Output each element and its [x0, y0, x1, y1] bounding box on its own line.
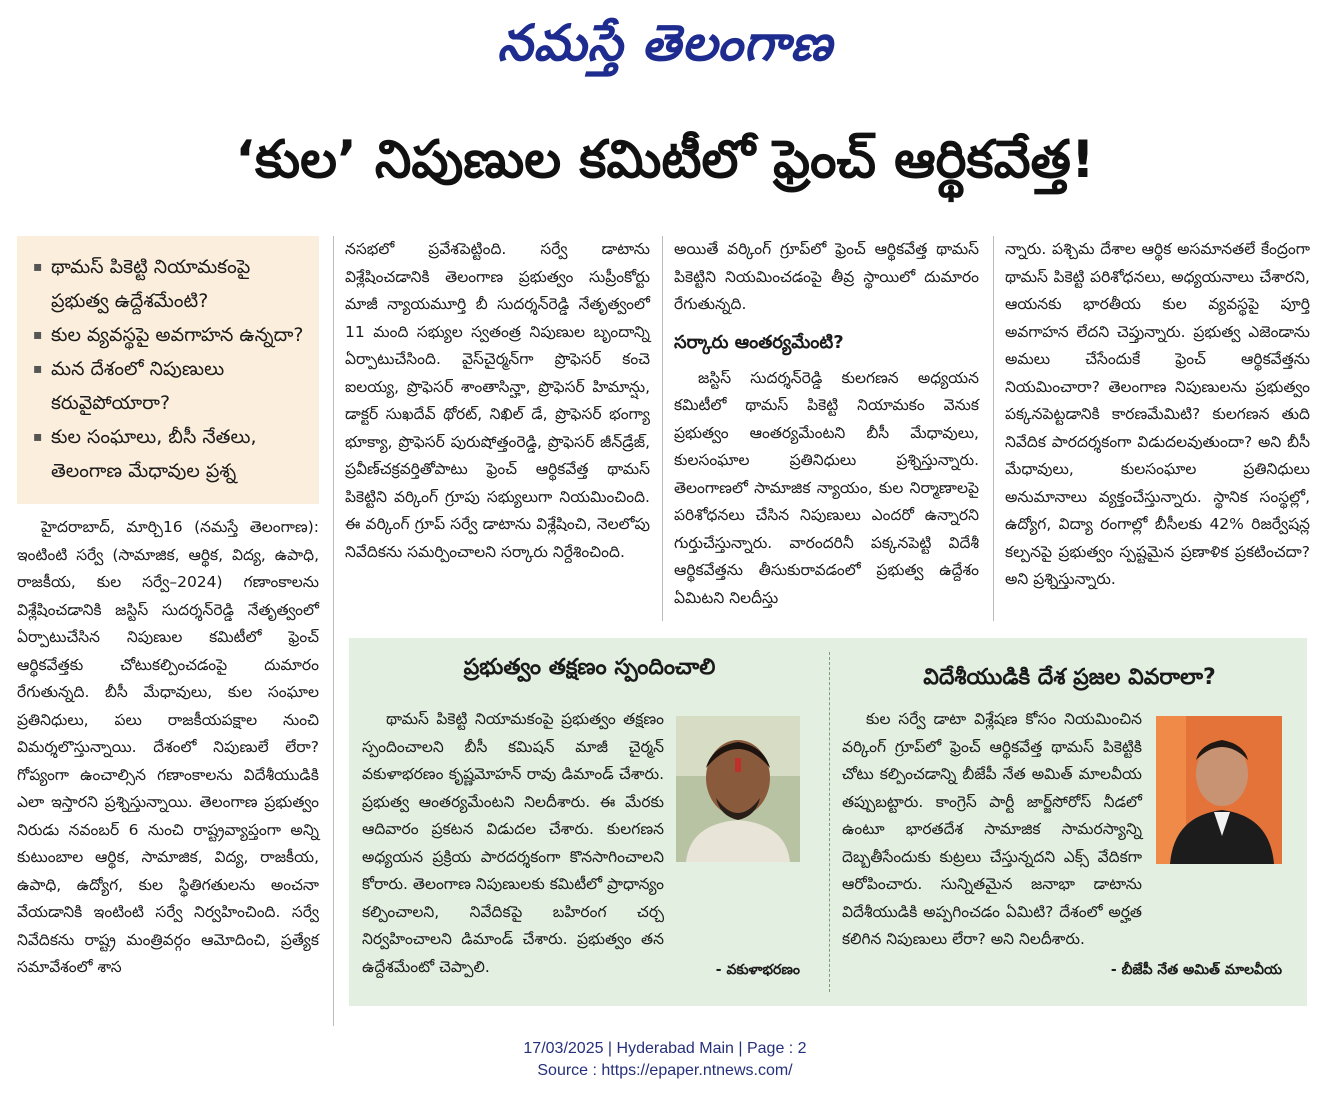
article-column-4 [1005, 236, 1310, 621]
box2-signature: - బీజేపీ నేత అమిత్ మాలవీయ [1110, 962, 1282, 978]
article-column-1 [17, 514, 319, 1026]
box2-text-bottom [842, 884, 1292, 968]
column-rule [662, 236, 663, 621]
portrait-photo [1156, 716, 1282, 864]
box-divider [829, 652, 830, 992]
question-item: ▪ కుల సంఘాలు, బీసీ నేతలు, తెలంగాణ మేధావుల ప్రశ్న [31, 420, 309, 488]
box2-paragraph: కుల సర్వే డాటా విశ్లేషణ కోసం నియమించిన వర్కింగ్ గ్రూప్‌లో ఫ్రెంచ్ ఆర్థికవేత్త థామస్ పికెట్టికి చోటు కల్పించడాన్ని బీజేపీ నేత అమిత్ మాలవీయ తప్పుబట్టారు. కాంగ్రెస్ పార్టీ జార్జ్‌సోరోస్ నీడలో ఉంటూ భారతదేశ సామాజిక సామరస్యాన్ని దెబ్బతీసేందుకు కుట్రలు చేస్తున్నదని ఎక్స్ వేదికగా ఆరోపించారు. సున్నితమైన జనాభా డాటాను విదేశీయుడికి అప్పగించడం ఏమిటి? దేశంలో అర్హత కలిగిన నిపుణులు లేరా? అని నిలదీశారు. [842, 710, 1142, 948]
column-rule [333, 236, 334, 1026]
column-rule [993, 236, 994, 621]
box1-signature: - వకుళాభరణం [715, 962, 800, 978]
article-paragraph: అయితే వర్కింగ్ గ్రూప్‌లో ఫ్రెంచ్ ఆర్థికవేత్త థామస్ పికెట్టిని నియమించడంపై తీవ్ర స్థాయిలో దుమారం రేగుతున్నది. [674, 240, 979, 313]
article-paragraph: జస్టిస్ సుదర్శన్‌రెడ్డి కులగణన అధ్యయన కమిటీలో థామస్ పికెట్టి నియామకం వెనుక ప్రభుత్వం ఆంతర్యమేంటని బీసీ మేధావులు, కులసంఘాల ప్రతినిధులు ప్రశ్నిస్తున్నారు. తెలంగాణలో సామాజిక న్యాయం, కుల నిర్మాణాలపై పరిశోధనలు చేసిన నిపుణులు ఎందరో ఉన్నారని గుర్తుచేస్తున్నారు. వారందరినీ పక్కనపెట్టి విదేశీ ఆర్థికవేత్తను తీసుకురావడంలో ప్రభుత్వ ఉద్దేశం ఏమిటని నిలదీస్తు [674, 368, 979, 607]
article-column-3 [674, 236, 979, 621]
subheading: సర్కారు ఆంతర్యమేంటి? [674, 331, 844, 353]
article-paragraph: నసభలో ప్రవేశపెట్టింది. సర్వే డాటాను విశ్లేషించడానికి తెలంగాణ ప్రభుత్వం సుప్రీంకోర్టు మాజీ న్యాయమూర్తి బీ సుదర్శన్‌రెడ్డి నేతృత్వంలో 11 మంది సభ్యుల స్వతంత్ర నిపుణుల బృందాన్ని ఏర్పాటుచేసింది. వైస్‌చైర్మన్‌గా ప్రొఫెసర్ కంచె ఐలయ్య, ప్రొఫెసర్ శాంతాసిన్హా, ప్రొఫెసర్ హిమాన్షు, డాక్టర్ సుఖదేవ్ థోరట్, నిఖిల్ డే, ప్రొఫెసర్ భంగ్యా భూక్యా, ప్రొఫెసర్ పురుషోత్తంరెడ్డి, ప్రొఫెసర్ జీన్‌డ్రేజ్, ప్రవీణ్‌చక్రవర్తితోపాటు ఫ్రెంచ్ ఆర్థికవేత్త థామస్ పికెట్టిని వర్కింగ్ గ్రూపు సభ్యులుగా నియమించింది. ఈ వర్కింగ్ గ్రూప్ సర్వే డాటాను విశ్లేషించి, నెలలోపు నివేదికను సమర్పించాలని సర్కారు నిర్దేశించింది. [345, 240, 650, 561]
article-paragraph: న్నారు. పశ్చిమ దేశాల ఆర్థిక అసమానతలే కేంద్రంగా థామస్ పికెట్టి పరిశోధనలు, అధ్యయనాలు చేశారని, ఆయనకు భారతీయ కుల వ్యవస్థపై పూర్తి అవగాహన లేదని చెప్తున్నారు. ప్రభుత్వ ఎజెండాను అమలు చేసేందుకే ఫ్రెంచ్ ఆర్థికవేత్తను నియమించారా? తెలంగాణ నిపుణులను ప్రభుత్వం పక్కనపెట్టడానికి కారణమేమిటి? కులగణన తుది నివేదిక పారదర్శకంగా విడుదలవుతుందా? అని బీసీ మేధావులు, కులసంఘాల ప్రతినిధులు అనుమానాలు వ్యక్తంచేస్తున్నారు. స్థానిక సంస్థల్లో, ఉద్యోగ, విద్యా రంగాల్లో బీసీలకు 42% రిజర్వేషన్ల కల్పనపై ప్రభుత్వం స్పష్టమైన ప్రణాళిక ప్రకటించదా? అని ప్రశ్నిస్తున్నారు. [1005, 240, 1310, 588]
question-item: ▪ థామస్ పికెట్టి నియామకంపై ప్రభుత్వ ఉద్దేశమేంటి? [31, 250, 309, 318]
article-column-2 [345, 236, 650, 621]
portrait-photo [676, 716, 800, 862]
box2-title: విదేశీయుడికి దేశ ప్రజల వివరాలా? [923, 665, 1216, 690]
box1-text-top [362, 706, 664, 976]
box1-paragraph: థామస్ పికెట్టి నియామకంపై ప్రభుత్వం తక్షణం స్పందించాలని బీసీ కమిషన్ మాజీ చైర్మన్ వకుళాభరణం కృష్ణమోహన్ రావు డిమాండ్ చేశారు. ప్రభుత్వ ఆంతర్యమేంటని నిలదీశారు. ఈ మేరకు ఆదివారం ప్రకటన విడుదల చేశారు. కులగణన అధ్యయన ప్రక్రియ పారదర్శకంగా కొనసాగించాలని కోరారు. తెలంగాణ నిపుణులకు కమిటీలో ప్రాధాన్యం కల్పించాలని, నివేదికపై బహిరంగ చర్చ నిర్వహించాలని డిమాండ్ చేశారు. ప్రభుత్వం తన ఉద్దేశమేంటో చెప్పాలి. [362, 710, 664, 976]
questions-list [31, 250, 309, 488]
photo-amit-malviya [1156, 716, 1282, 864]
photo-vakulabharanam [676, 716, 800, 862]
footer-source: Source : https://epaper.ntnews.com/ [537, 1062, 793, 1079]
questions-box [17, 236, 319, 504]
footer-date-edition: 17/03/2025 | Hyderabad Main | Page : 2 [523, 1040, 807, 1057]
question-item: ▪ మన దేశంలో నిపుణులు కరువైపోయారా? [31, 352, 309, 420]
box1-title: ప్రభుత్వం తక్షణం స్పందించాలి [463, 655, 716, 680]
headline: ‘కుల’ నిపుణుల కమిటీలో ఫ్రెంచ్ ఆర్థికవేత్త! [235, 130, 1095, 190]
masthead-logo: నమస్తే తెలంగాణ [497, 13, 833, 72]
question-item: ▪ కుల వ్యవస్థపై అవగాహన ఉన్నదా? [31, 318, 309, 352]
article-paragraph: హైదరాబాద్, మార్చి16 (నమస్తే తెలంగాణ): ఇంటింటి సర్వే (సామాజిక, ఆర్థిక, విద్య, ఉపాధి, రాజకీయ, కుల సర్వే–2024) గణాంకాలను విశ్లేషించడానికి జస్టిస్ సుదర్శన్‌రెడ్డి నేతృత్వంలో ఏర్పాటుచేసిన నిపుణుల కమిటీలో ఫ్రెంచ్ ఆర్థికవేత్తకు చోటుకల్పించడంపై దుమారం రేగుతున్నది. బీసీ మేధావులు, కుల సంఘాల ప్రతినిధులు, పలు రాజకీయపక్షాల నుంచి విమర్శలొస్తున్నాయి. దేశంలో నిపుణులే లేరా? గోప్యంగా ఉంచాల్సిన గణాంకాలను విదేశీయుడికి ఎలా ఇస్తారని ప్రశ్నిస్తున్నాయి. తెలంగాణ ప్రభుత్వం నిరుడు నవంబర్ 6 నుంచి రాష్ట్రవ్యాప్తంగా అన్ని కుటుంబాల ఆర్థిక, సామాజిక, విద్య, రాజకీయ, ఉపాధి, ఉద్యోగ, కుల స్థితిగతులను అంచనా వేయడానికి ఇంటింటి సర్వే నిర్వహించింది. సర్వే నివేదికను రాష్ట్ర మంత్రివర్గం ఆమోదించి, ప్రత్యేక సమావేశంలో శాస [17, 518, 319, 976]
